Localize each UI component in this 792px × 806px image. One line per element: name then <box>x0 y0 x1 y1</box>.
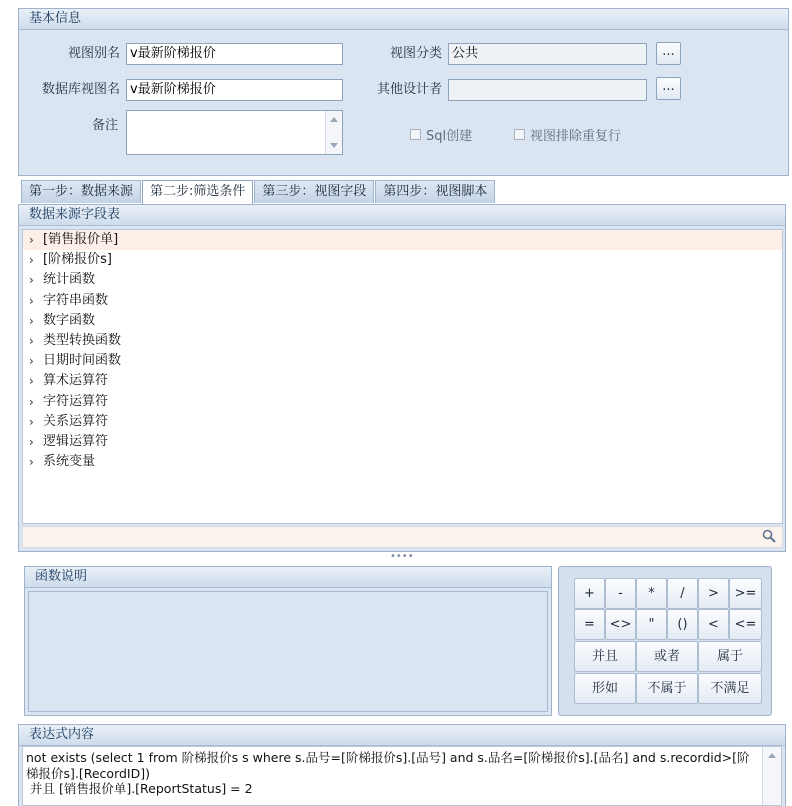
chevron-right-icon[interactable]: › <box>29 293 34 308</box>
scroll-down-icon[interactable] <box>330 143 338 148</box>
tree-item[interactable] <box>23 351 782 371</box>
step-tabs <box>21 180 496 203</box>
panel-splitter[interactable]: •••• <box>390 551 414 562</box>
checkbox-icon <box>514 129 525 140</box>
db-view-name-label: 数据库视图名 <box>41 82 120 97</box>
view-alias-field[interactable]: v最新阶梯报价 <box>126 43 343 65</box>
op-parens-button[interactable]: () <box>667 609 698 640</box>
op-not-in-button[interactable]: 不属于 <box>636 673 698 704</box>
chevron-right-icon[interactable]: › <box>29 313 34 328</box>
op-or-button[interactable]: 或者 <box>636 641 698 672</box>
expression-text[interactable]: not exists (select 1 from 阶梯报价s s where s.品号=[阶梯报价s].[品号] and s.品名=[阶梯报价s].[品名] and s.recordid>[阶梯报价s].[RecordID]) 并且 [销售报价单].[ReportStatus] = 2 <box>26 750 750 796</box>
op-not-button[interactable]: 不满足 <box>698 673 762 704</box>
dedupe-rows-checkbox[interactable] <box>514 125 621 144</box>
tree-item-label: 字符运算符 <box>43 393 109 409</box>
op-equal-button[interactable]: = <box>574 609 605 640</box>
tree-item-label: 系统变量 <box>43 454 96 470</box>
basic-info-title: 基本信息 <box>19 9 788 30</box>
checkbox-icon <box>410 129 421 140</box>
chevron-right-icon[interactable]: › <box>29 253 34 268</box>
tree-item-label: 逻辑运算符 <box>43 433 109 449</box>
tree-item[interactable] <box>23 311 782 331</box>
op-divide-button[interactable]: / <box>667 578 698 609</box>
op-less-button[interactable]: < <box>698 609 729 640</box>
chevron-right-icon[interactable]: › <box>29 354 34 369</box>
tree-item[interactable] <box>23 452 782 472</box>
chevron-right-icon[interactable]: › <box>29 455 34 470</box>
expression-scrollbar[interactable] <box>762 747 781 805</box>
sql-create-label: Sql创建 <box>426 129 473 144</box>
tab-step-2[interactable]: 第二步:筛选条件 <box>142 180 253 204</box>
tree-item-label: 类型转换函数 <box>43 333 122 349</box>
op-not-equal-button[interactable]: <> <box>605 609 636 640</box>
view-category-browse-button[interactable]: ... <box>656 42 681 65</box>
chevron-right-icon[interactable]: › <box>29 434 34 449</box>
dedupe-rows-label: 视图排除重复行 <box>530 129 622 144</box>
other-designer-label: 其他设计者 <box>376 82 442 97</box>
source-fields-title: 数据来源字段表 <box>19 205 785 226</box>
function-desc-group <box>24 566 552 716</box>
op-less-equal-button[interactable]: <= <box>729 609 762 640</box>
expression-title: 表达式内容 <box>19 725 785 746</box>
remark-scrollbar[interactable] <box>325 111 342 154</box>
tree-item-label: 算术运算符 <box>43 373 109 389</box>
chevron-right-icon[interactable]: › <box>29 334 34 349</box>
function-desc-content <box>28 591 548 712</box>
chevron-right-icon[interactable]: › <box>29 273 34 288</box>
tree-item[interactable] <box>23 230 782 250</box>
op-like-button[interactable]: 形如 <box>574 673 636 704</box>
chevron-right-icon[interactable]: › <box>29 233 34 248</box>
op-greater-button[interactable]: > <box>698 578 729 609</box>
tree-item[interactable] <box>23 270 782 290</box>
chevron-right-icon[interactable]: › <box>29 374 34 389</box>
source-fields-tree <box>22 229 783 524</box>
chevron-right-icon[interactable]: › <box>29 394 34 409</box>
tab-step-1[interactable]: 第一步：数据来源 <box>21 180 141 203</box>
op-and-button[interactable]: 并且 <box>574 641 636 672</box>
field-search-input[interactable] <box>22 526 783 548</box>
op-plus-button[interactable]: + <box>574 578 605 609</box>
tree-item[interactable] <box>23 412 782 432</box>
op-minus-button[interactable]: - <box>605 578 636 609</box>
tree-item[interactable] <box>23 371 782 391</box>
tree-item[interactable] <box>23 331 782 351</box>
tree-item-label: 统计函数 <box>43 272 96 288</box>
tree-item[interactable] <box>23 432 782 452</box>
op-multiply-button[interactable]: * <box>636 578 667 609</box>
other-designer-field[interactable] <box>448 79 647 101</box>
tree-item[interactable] <box>23 291 782 311</box>
tree-item[interactable] <box>23 392 782 412</box>
op-greater-equal-button[interactable]: >= <box>729 578 762 609</box>
op-quote-button[interactable]: " <box>636 609 667 640</box>
tab-step-3[interactable]: 第三步：视图字段 <box>254 180 374 203</box>
expression-editor[interactable] <box>22 746 782 806</box>
sql-create-checkbox[interactable] <box>410 125 472 144</box>
tree-item-label: [阶梯报价s] <box>43 252 112 268</box>
tree-item-label: 字符串函数 <box>43 292 109 308</box>
function-desc-title: 函数说明 <box>25 567 551 588</box>
view-alias-label: 视图别名 <box>67 46 120 61</box>
tree-item-label: 日期时间函数 <box>43 353 122 369</box>
tree-item-label: [销售报价单] <box>43 232 119 248</box>
scroll-up-icon[interactable] <box>330 117 338 122</box>
op-in-button[interactable]: 属于 <box>698 641 762 672</box>
tab-step-4[interactable]: 第四步：视图脚本 <box>375 180 495 203</box>
view-category-label: 视图分类 <box>389 46 442 61</box>
scroll-up-icon[interactable] <box>768 753 776 758</box>
chevron-right-icon[interactable]: › <box>29 414 34 429</box>
db-view-name-field[interactable]: v最新阶梯报价 <box>126 79 343 101</box>
tree-item[interactable] <box>23 250 782 270</box>
tree-item-label: 关系运算符 <box>43 413 109 429</box>
tree-item-label: 数字函数 <box>43 312 96 328</box>
search-icon[interactable] <box>762 529 776 543</box>
remark-label: 备注 <box>91 118 118 133</box>
other-designer-browse-button[interactable]: ... <box>656 77 681 100</box>
remark-field[interactable] <box>126 110 343 155</box>
view-category-field[interactable]: 公共 <box>448 43 647 65</box>
